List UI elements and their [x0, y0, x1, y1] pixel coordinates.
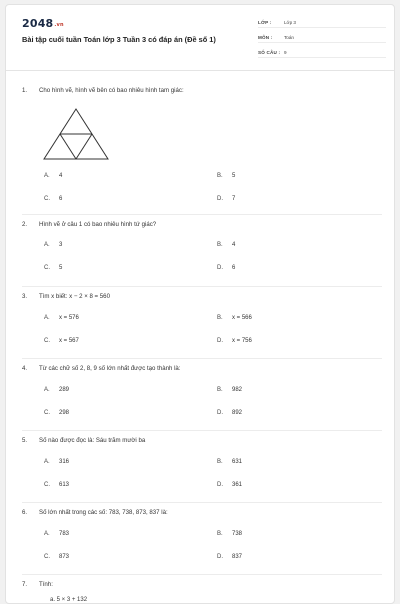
question-stem	[22, 509, 168, 516]
option-letter: A.	[44, 242, 50, 248]
option-b[interactable]	[217, 173, 235, 179]
option-d[interactable]	[217, 338, 252, 344]
option-letter: B.	[217, 315, 223, 321]
question-text: Cho hình vẽ, hình vẽ bên có bao nhiêu hình tam giác:	[39, 87, 184, 94]
question-3	[22, 287, 382, 359]
logo-text: 2048	[22, 17, 54, 30]
meta-value: Lớp 3	[284, 19, 296, 25]
option-text: x = 566	[232, 315, 252, 321]
meta-row-count	[258, 47, 386, 58]
question-number: 3.	[22, 293, 28, 300]
option-text: 298	[59, 410, 70, 416]
option-letter: C.	[44, 482, 50, 488]
option-text: 982	[232, 387, 243, 393]
option-a[interactable]	[44, 173, 62, 179]
option-text: 4	[59, 173, 63, 179]
option-letter: C.	[44, 338, 50, 344]
option-b[interactable]	[217, 315, 252, 321]
option-text: 631	[232, 459, 243, 465]
option-letter: C.	[44, 196, 50, 202]
option-text: 837	[232, 554, 243, 560]
option-letter: D.	[217, 196, 223, 202]
question-number: 4.	[22, 365, 28, 372]
option-text: 361	[232, 482, 243, 488]
option-text: 5	[59, 265, 63, 271]
option-letter: B.	[217, 242, 223, 248]
option-text: 892	[232, 410, 243, 416]
question-2	[22, 215, 382, 287]
meta-label: SỐ CÂU :	[258, 49, 281, 55]
option-a[interactable]	[44, 315, 79, 321]
question-text: Tìm x biết: x − 2 × 8 = 560	[39, 293, 110, 300]
option-letter: A.	[44, 459, 50, 465]
option-text: x = 576	[59, 315, 79, 321]
question-4	[22, 359, 382, 431]
option-text: 316	[59, 459, 70, 465]
option-letter: B.	[217, 459, 223, 465]
question-stem	[22, 293, 110, 300]
option-d[interactable]	[217, 554, 242, 560]
question-stem	[22, 87, 184, 94]
option-letter: A.	[44, 387, 50, 393]
worksheet	[5, 4, 395, 604]
meta-row-subject	[258, 32, 386, 43]
option-c[interactable]	[44, 265, 62, 271]
option-c[interactable]	[44, 482, 69, 488]
option-b[interactable]	[217, 242, 235, 248]
site-logo[interactable]	[22, 17, 64, 30]
question-5	[22, 431, 382, 503]
option-a[interactable]	[44, 459, 69, 465]
option-text: 738	[232, 531, 243, 537]
option-b[interactable]	[217, 531, 242, 537]
question-stem	[22, 437, 145, 444]
question-stem	[22, 365, 181, 372]
question-text: Số nào được đọc là: Sáu trăm mười ba	[39, 437, 146, 444]
option-text: 3	[59, 242, 63, 248]
option-letter: C.	[44, 554, 50, 560]
option-c[interactable]	[44, 554, 69, 560]
worksheet-header	[6, 5, 394, 71]
question-stem	[22, 581, 53, 588]
question-text: Từ các chữ số 2, 8, 9 số lớn nhất được tạo thành là:	[39, 365, 181, 372]
option-a[interactable]	[44, 531, 69, 537]
option-letter: D.	[217, 410, 223, 416]
option-text: 873	[59, 554, 70, 560]
option-c[interactable]	[44, 338, 79, 344]
option-d[interactable]	[217, 410, 242, 416]
triangle-figure	[40, 107, 112, 163]
option-text: x = 567	[59, 338, 79, 344]
option-letter: A.	[44, 531, 50, 537]
option-text: 7	[232, 196, 236, 202]
question-number: 6.	[22, 509, 28, 516]
option-text: 613	[59, 482, 70, 488]
option-a[interactable]	[44, 387, 69, 393]
question-number: 5.	[22, 437, 28, 444]
meta-value: Toán	[284, 34, 294, 40]
option-letter: A.	[44, 315, 50, 321]
option-letter: D.	[217, 554, 223, 560]
option-letter: D.	[217, 482, 223, 488]
option-text: 5	[232, 173, 236, 179]
option-letter: D.	[217, 338, 223, 344]
question-number: 7.	[22, 581, 28, 588]
option-c[interactable]	[44, 410, 69, 416]
question-number: 1.	[22, 87, 28, 94]
option-text: 4	[232, 242, 236, 248]
question-text: Số lớn nhất trong các số: 783, 738, 873, 837 là:	[39, 509, 168, 516]
option-text: 289	[59, 387, 70, 393]
option-letter: B.	[217, 387, 223, 393]
page-title: Bài tập cuối tuần Toán lớp 3 Tuần 3 có đáp án (Đề số 1)	[22, 35, 216, 44]
option-text: 783	[59, 531, 70, 537]
logo-suffix: .vn	[54, 22, 64, 28]
option-d[interactable]	[217, 265, 235, 271]
option-letter: B.	[217, 531, 223, 537]
option-text: 6	[232, 265, 236, 271]
option-c[interactable]	[44, 196, 62, 202]
option-letter: C.	[44, 265, 50, 271]
meta-label: MÔN :	[258, 34, 273, 40]
meta-value: 9	[284, 49, 287, 55]
option-a[interactable]	[44, 242, 62, 248]
option-text: x = 756	[232, 338, 252, 344]
meta-row-class	[258, 17, 386, 28]
option-letter: A.	[44, 173, 50, 179]
option-d[interactable]	[217, 482, 242, 488]
option-text: 6	[59, 196, 63, 202]
question-text: Hình vẽ ở câu 1 có bao nhiêu hình tứ giác?	[39, 221, 157, 228]
sub-question-text: a. 5 × 3 + 132	[50, 597, 88, 603]
option-letter: C.	[44, 410, 50, 416]
option-b[interactable]	[217, 387, 242, 393]
meta-label: LỚP :	[258, 19, 272, 25]
option-d[interactable]	[217, 196, 235, 202]
question-6	[22, 503, 382, 575]
option-letter: B.	[217, 173, 223, 179]
question-text: Tính:	[39, 581, 53, 588]
option-b[interactable]	[217, 459, 242, 465]
question-1	[22, 71, 382, 215]
question-stem	[22, 221, 156, 228]
sub-question	[50, 597, 87, 603]
question-number: 2.	[22, 221, 28, 228]
option-letter: D.	[217, 265, 223, 271]
